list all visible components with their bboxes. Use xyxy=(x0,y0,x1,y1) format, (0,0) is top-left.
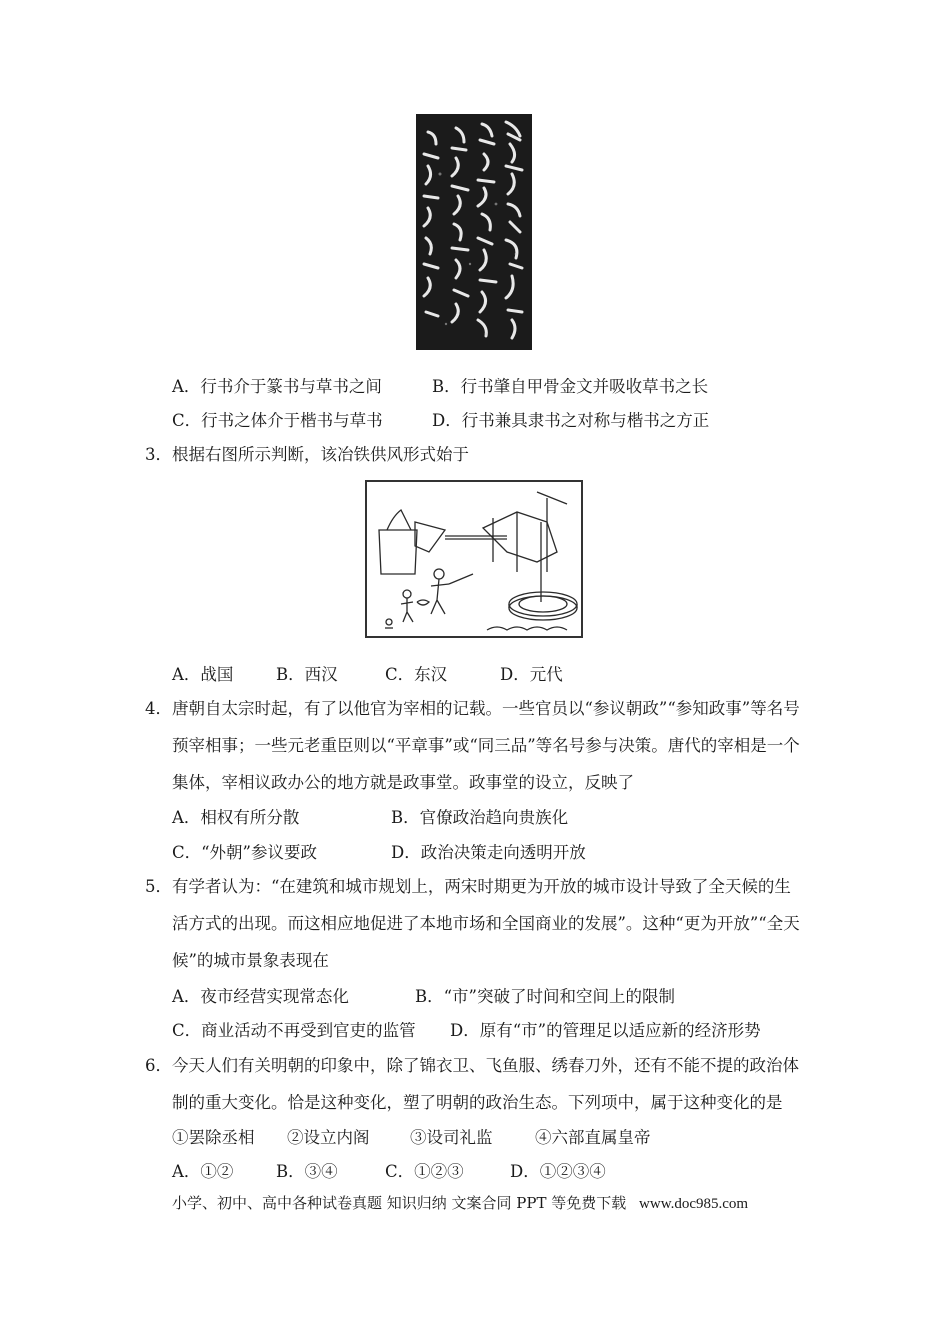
page-footer xyxy=(172,1193,748,1214)
iron-smelting-bellows-image xyxy=(365,480,583,638)
q6-stem-line-1: 6．今天人们有关明朝的印象中，除了锦衣卫、飞鱼服、绣春刀外，还有不能不提的政治体 xyxy=(145,1056,799,1075)
q2-option-c[interactable]: C．行书之体介于楷书与草书 xyxy=(172,411,383,430)
water-powered-bellows-icon xyxy=(367,482,581,636)
q5-stem-line-1: 5．有学者认为：“在建筑和城市规划上，两宋时期更为开放的城市设计导致了全天候的生 xyxy=(145,877,791,896)
q6-item-4: ④六部直属皇帝 xyxy=(535,1128,651,1147)
q3-option-a[interactable]: A．战国 xyxy=(172,665,234,684)
q4-option-b[interactable]: B．官僚政治趋向贵族化 xyxy=(391,808,569,827)
calligraphy-rubbing-image xyxy=(416,114,532,350)
q5-option-a[interactable]: A．夜市经营实现常态化 xyxy=(172,987,349,1006)
q6-option-c[interactable]: C．①②③ xyxy=(385,1162,464,1181)
q4-option-a[interactable]: A．相权有所分散 xyxy=(172,808,300,827)
q5-option-c[interactable]: C．商业活动不再受到官吏的监管 xyxy=(172,1021,416,1040)
q3-stem: 3．根据右图所示判断，该冶铁供风形式始于 xyxy=(145,445,469,464)
q2-option-a[interactable]: A．行书介于篆书与草书之间 xyxy=(172,377,382,396)
q6-item-1: ①罢除丞相 xyxy=(172,1128,255,1147)
footer-url-link[interactable]: www.doc985.com xyxy=(639,1196,749,1212)
q4-option-d[interactable]: D．政治决策走向透明开放 xyxy=(391,843,586,862)
q6-option-d[interactable]: D．①②③④ xyxy=(510,1162,606,1181)
q2-option-d[interactable]: D．行书兼具隶书之对称与楷书之方正 xyxy=(432,411,710,430)
q4-stem-line-3: 集体，宰相议政办公的地方就是政事堂。政事堂的设立，反映了 xyxy=(172,773,634,792)
q6-stem-line-2: 制的重大变化。恰是这种变化，塑了明朝的政治生态。下列项中，属于这种变化的是 xyxy=(172,1093,783,1112)
q5-stem-line-2: 活方式的出现。而这相应地促进了本地市场和全国商业的发展”。这种“更为开放”“全天 xyxy=(172,914,800,933)
q4-option-c[interactable]: C．“外朝”参议要政 xyxy=(172,843,317,862)
q3-option-c[interactable]: C．东汉 xyxy=(385,665,448,684)
q6-option-b[interactable]: B．③④ xyxy=(276,1162,338,1181)
q2-option-b[interactable]: B．行书肇自甲骨金文并吸收草书之长 xyxy=(432,377,709,396)
q3-option-b[interactable]: B．西汉 xyxy=(276,665,338,684)
q3-option-d[interactable]: D．元代 xyxy=(500,665,563,684)
q6-item-3: ③设司礼监 xyxy=(410,1128,493,1147)
q5-stem-line-3: 候”的城市景象表现在 xyxy=(172,951,329,970)
footer-text: 小学、初中、高中各种试卷真题 知识归纳 文案合同 PPT 等免费下载 xyxy=(172,1194,627,1212)
q4-stem-line-1: 4．唐朝自太宗时起，有了以他官为宰相的记载。一些官员以“参议朝政”“参知政事”等名号 xyxy=(145,699,800,718)
calligraphy-rubbing-icon xyxy=(416,114,532,350)
q5-option-d[interactable]: D．原有“市”的管理足以适应新的经济形势 xyxy=(450,1021,761,1040)
q4-stem-line-2: 预宰相事；一些元老重臣则以“平章事”或“同三品”等名号参与决策。唐代的宰相是一个 xyxy=(172,736,800,755)
q5-option-b[interactable]: B．“市”突破了时间和空间上的限制 xyxy=(415,987,675,1006)
q6-item-2: ②设立内阁 xyxy=(287,1128,370,1147)
q6-option-a[interactable]: A．①② xyxy=(172,1162,234,1181)
